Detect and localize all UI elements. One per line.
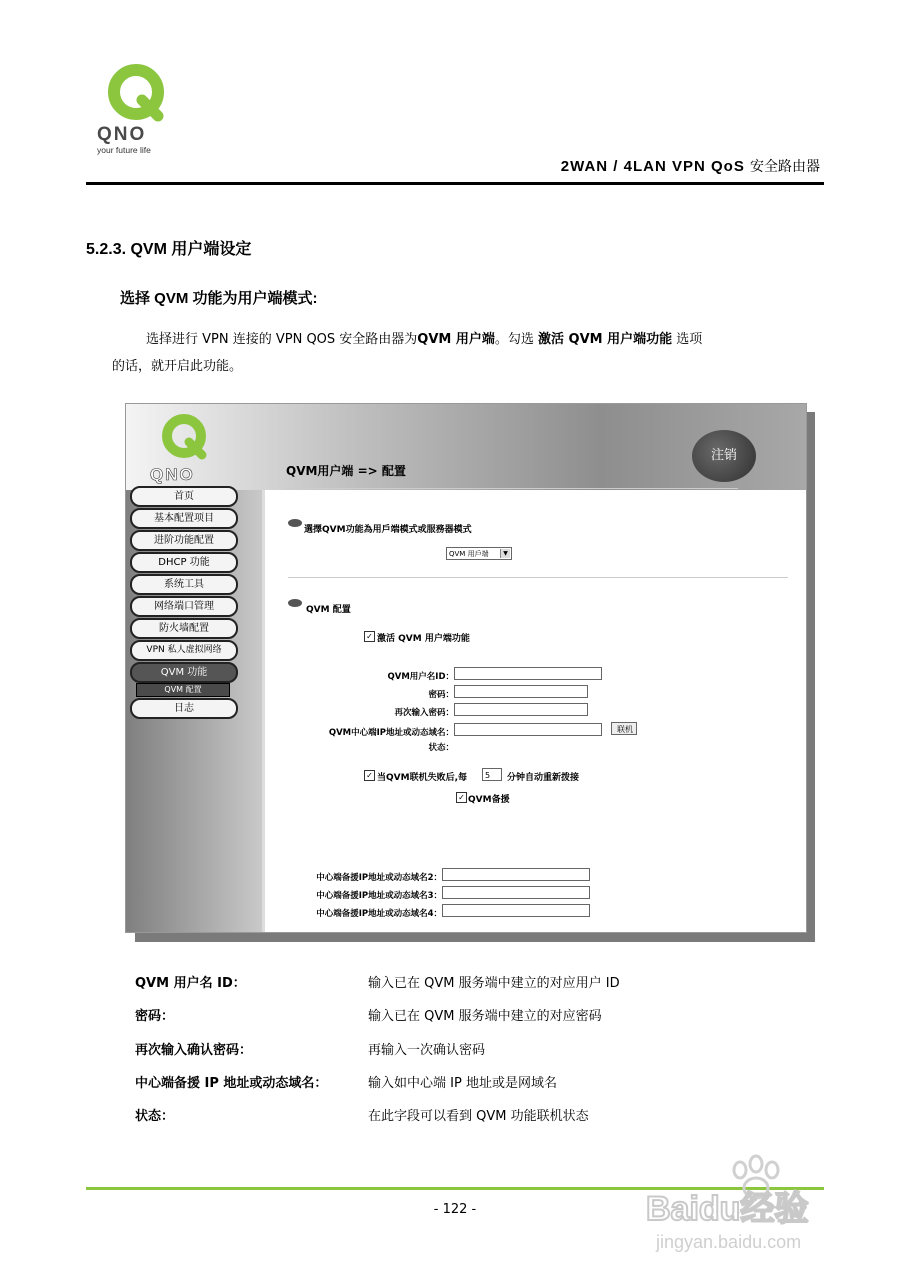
term-confirm: 再次输入确认密码： (135, 1043, 253, 1058)
nav-dhcp[interactable]: DHCP 功能 (130, 552, 238, 573)
term-user-id: QVM 用户名 ID： (135, 976, 246, 991)
nav-advanced-config[interactable]: 进阶功能配置 (130, 530, 238, 551)
desc-status: 在此字段可以看到 QVM 功能联机状态 (368, 1109, 589, 1124)
logo-brand: QNO (97, 124, 147, 145)
center-address-label: QVM中心端IP地址或动态域名： (328, 728, 454, 738)
backup-checkbox[interactable]: ✓ (456, 792, 467, 803)
password-input[interactable] (454, 685, 588, 698)
figure-sidebar-divider (262, 490, 265, 932)
desc-backup-address: 输入如中心端 IP 地址或是网域名 (368, 1076, 557, 1091)
logo-tagline: your future life (97, 145, 151, 155)
password-label: 密码： (428, 690, 454, 700)
backup-field-2-input[interactable] (442, 868, 590, 881)
confirm-password-input[interactable] (454, 703, 588, 716)
nav-qvm[interactable]: QVM 功能 (130, 662, 238, 683)
nav-vpn[interactable]: VPN 私人虚拟网络 (130, 640, 238, 661)
nav-system-tools[interactable]: 系统工具 (130, 574, 238, 595)
nav-log[interactable]: 日志 (130, 698, 238, 719)
figure-divider-top (286, 488, 738, 489)
backup-field-4-input[interactable] (442, 904, 590, 917)
retry-prefix: 当QVM联机失败后,每 (377, 773, 467, 783)
backup-field-3-label: 中心端备援IP地址或动态域名3： (316, 891, 442, 901)
nav-port-management[interactable]: 网络端口管理 (130, 596, 238, 617)
user-id-label: QVM用户名ID： (387, 672, 454, 682)
figure-divider (288, 577, 788, 578)
intro-paragraph: 选择进行 VPN 连接的 VPN QOS 安全路由器为QVM 用户端。勾选 激活 QVM 用户端功能 选项 (146, 332, 703, 347)
nav-qvm-config[interactable]: QVM 配置 (136, 683, 230, 697)
logout-button[interactable]: 注销 (692, 430, 756, 482)
section-bullet-icon (288, 519, 302, 527)
term-backup-address: 中心端备援 IP 地址或动态域名： (135, 1076, 328, 1091)
retry-suffix: 分钟自动重新拨接 (507, 773, 580, 783)
svg-text:QNO: QNO (150, 465, 195, 484)
qno-logo (92, 62, 182, 158)
retry-minutes-input[interactable]: 5 (482, 768, 502, 781)
term-status: 状态： (135, 1109, 175, 1124)
backup-field-3-input[interactable] (442, 886, 590, 899)
desc-user-id: 输入已在 QVM 服务端中建立的对应用户 ID (368, 976, 620, 991)
page-number: - 122 - (433, 1202, 477, 1217)
nav-home[interactable]: 首页 (130, 486, 238, 507)
svg-text:jingyan.baidu.com: jingyan.baidu.com (656, 1232, 802, 1252)
chevron-down-icon: ▼ (500, 549, 510, 558)
backup-label: QVM备援 (468, 795, 510, 805)
figure-sidebar (126, 490, 262, 932)
user-id-input[interactable] (454, 667, 602, 680)
section-bullet-icon (288, 599, 302, 607)
mode-select[interactable]: QVM 用戶端 ▼ (446, 547, 512, 560)
router-ui-figure (125, 403, 807, 933)
backup-field-2-label: 中心端备援IP地址或动态域名2： (316, 873, 442, 883)
status-label: 状态： (428, 743, 454, 753)
intro-paragraph-line2: 的话，就开启此功能。 (112, 359, 243, 374)
figure-qno-logo (144, 410, 234, 486)
baidu-watermark (640, 1150, 850, 1255)
retry-checkbox[interactable]: ✓ (364, 770, 375, 781)
activate-checkbox[interactable]: ✓ (364, 631, 375, 642)
subsection-title: 选择 QVM 功能为用户端模式: (120, 290, 318, 307)
connect-button[interactable]: 联机 (611, 722, 637, 735)
figure-breadcrumb: QVM用户端 => 配置 (286, 464, 406, 478)
backup-field-4-label: 中心端备援IP地址或动态域名4： (316, 909, 442, 919)
desc-confirm: 再输入一次确认密码 (368, 1043, 486, 1058)
mode-heading: 選擇QVM功能為用戶端模式或服務器模式 (304, 525, 472, 535)
section-title: 5.2.3. QVM 用户端设定 (86, 241, 252, 258)
term-password: 密码： (135, 1009, 175, 1024)
confirm-password-label: 再次输入密码： (394, 708, 454, 718)
svg-text:Baidu经验: Baidu经验 (646, 1190, 809, 1228)
nav-firewall[interactable]: 防火墙配置 (130, 618, 238, 639)
config-heading: QVM 配置 (306, 605, 351, 615)
desc-password: 输入已在 QVM 服务端中建立的对应密码 (368, 1009, 602, 1024)
header-rule (86, 182, 824, 185)
header-title: 2WAN / 4LAN VPN QoS 安全路由器 (560, 158, 820, 175)
activate-label: 激活 QVM 用户端功能 (377, 634, 470, 644)
nav-basic-config[interactable]: 基本配置项目 (130, 508, 238, 529)
center-address-input[interactable] (454, 723, 602, 736)
